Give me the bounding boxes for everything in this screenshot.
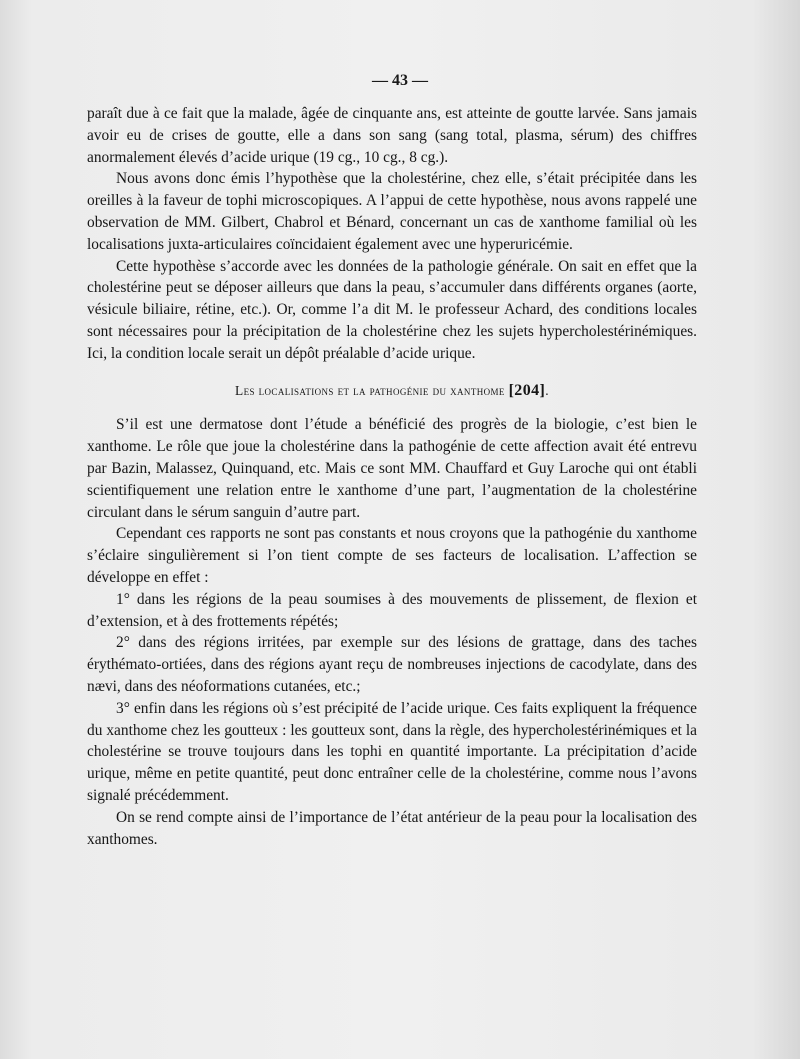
paragraph-rapports: Cependant ces rapports ne sont pas constants et nous croyons que la pathogénie du xanthome s’éclaire singulièrement si l’on tient compte de ses facteurs de localisation. L’affection se développe en effet : — [87, 525, 697, 586]
list-item-1: 1° dans les régions de la peau soumises à des mouvements de plissement, de flexion et d’extension, et à des frottements répétés; — [87, 590, 697, 630]
section-reference: [204] — [508, 381, 546, 399]
body-text — [87, 103, 697, 850]
section-heading — [87, 380, 697, 402]
page-number: — 43 — — [372, 72, 428, 89]
list-item-2: 2° dans des régions irritées, par exemple sur des lésions de grattage, dans des taches érythémato-ortiées, dans des régions ayant reçu de nombreuses injections de cacodylate, dans des nævi, dans des néoformations cutanées, etc.; — [87, 634, 697, 695]
paragraph-dermatose: S’il est une dermatose dont l’étude a bénéficié des progrès de la biologie, c’est bien le xanthome. Le rôle que joue la cholestérine dans la pathogénie de cette affection avait été entrevu par Bazin, Malassez, Quinquand, etc. Mais ce sont MM. Chauffard et Guy Laroche qui ont établi scientifiquement une relation entre le xanthome d’une part, l’augmentation de la cholestérine circulant dans le sérum sanguin d’autre part. — [87, 416, 697, 521]
list-item-3: 3° enfin dans les régions où s’est précipité de l’acide urique. Ces faits expliquent la fréquence du xanthome chez les goutteux : les goutteux sont, dans la règle, des hypercholestérinémiques et la cholestérine se trouve toujours dans les tophi en quantité importante. La précipitation d’acide urique, même en petite quantité, peut donc entraîner celle de la cholestérine, comme nous l’avons signalé précédemment. — [87, 699, 697, 804]
paragraph-hypothesis: Nous avons donc émis l’hypothèse que la cholestérine, chez elle, s’était précipitée dans les oreilles à la faveur de tophi microscopiques. A l’appui de cette hypothèse, nous avons rappelé une observation de MM. Gilbert, Chabrol et Bénard, concernant un cas de xanthome familial où les localisations juxta-articulaires coïncidaient également avec une hyperuricémie. — [87, 170, 697, 253]
section-heading-period: . — [545, 382, 549, 398]
paragraph-pathology: Cette hypothèse s’accorde avec les données de la pathologie générale. On sait en effet que la cholestérine peut se déposer ailleurs que dans la peau, s’accumuler dans différents organes (aorte, vésicule biliaire, rétine, etc.). Or, comme l’a dit M. le professeur Achard, des conditions locales sont nécessaires pour la précipitation de la cholestérine chez les sujets hypercholestérinémiques. Ici, la condition locale serait un dépôt préalable d’acide urique. — [87, 257, 697, 362]
paragraph-conclusion: On se rend compte ainsi de l’importance de l’état antérieur de la peau pour la localisation des xanthomes. — [87, 808, 697, 848]
section-heading-text: Les localisations et la pathogénie du xanthome — [235, 382, 505, 398]
paragraph-continuation: paraît due à ce fait que la malade, âgée de cinquante ans, est atteinte de goutte larvée. Sans jamais avoir eu de crises de goutte, elle a dans son sang (sang total, plasma, sérum) des chiffres anormalement élevés d’acide urique (19 cg., 10 cg., 8 cg.). — [87, 105, 697, 166]
